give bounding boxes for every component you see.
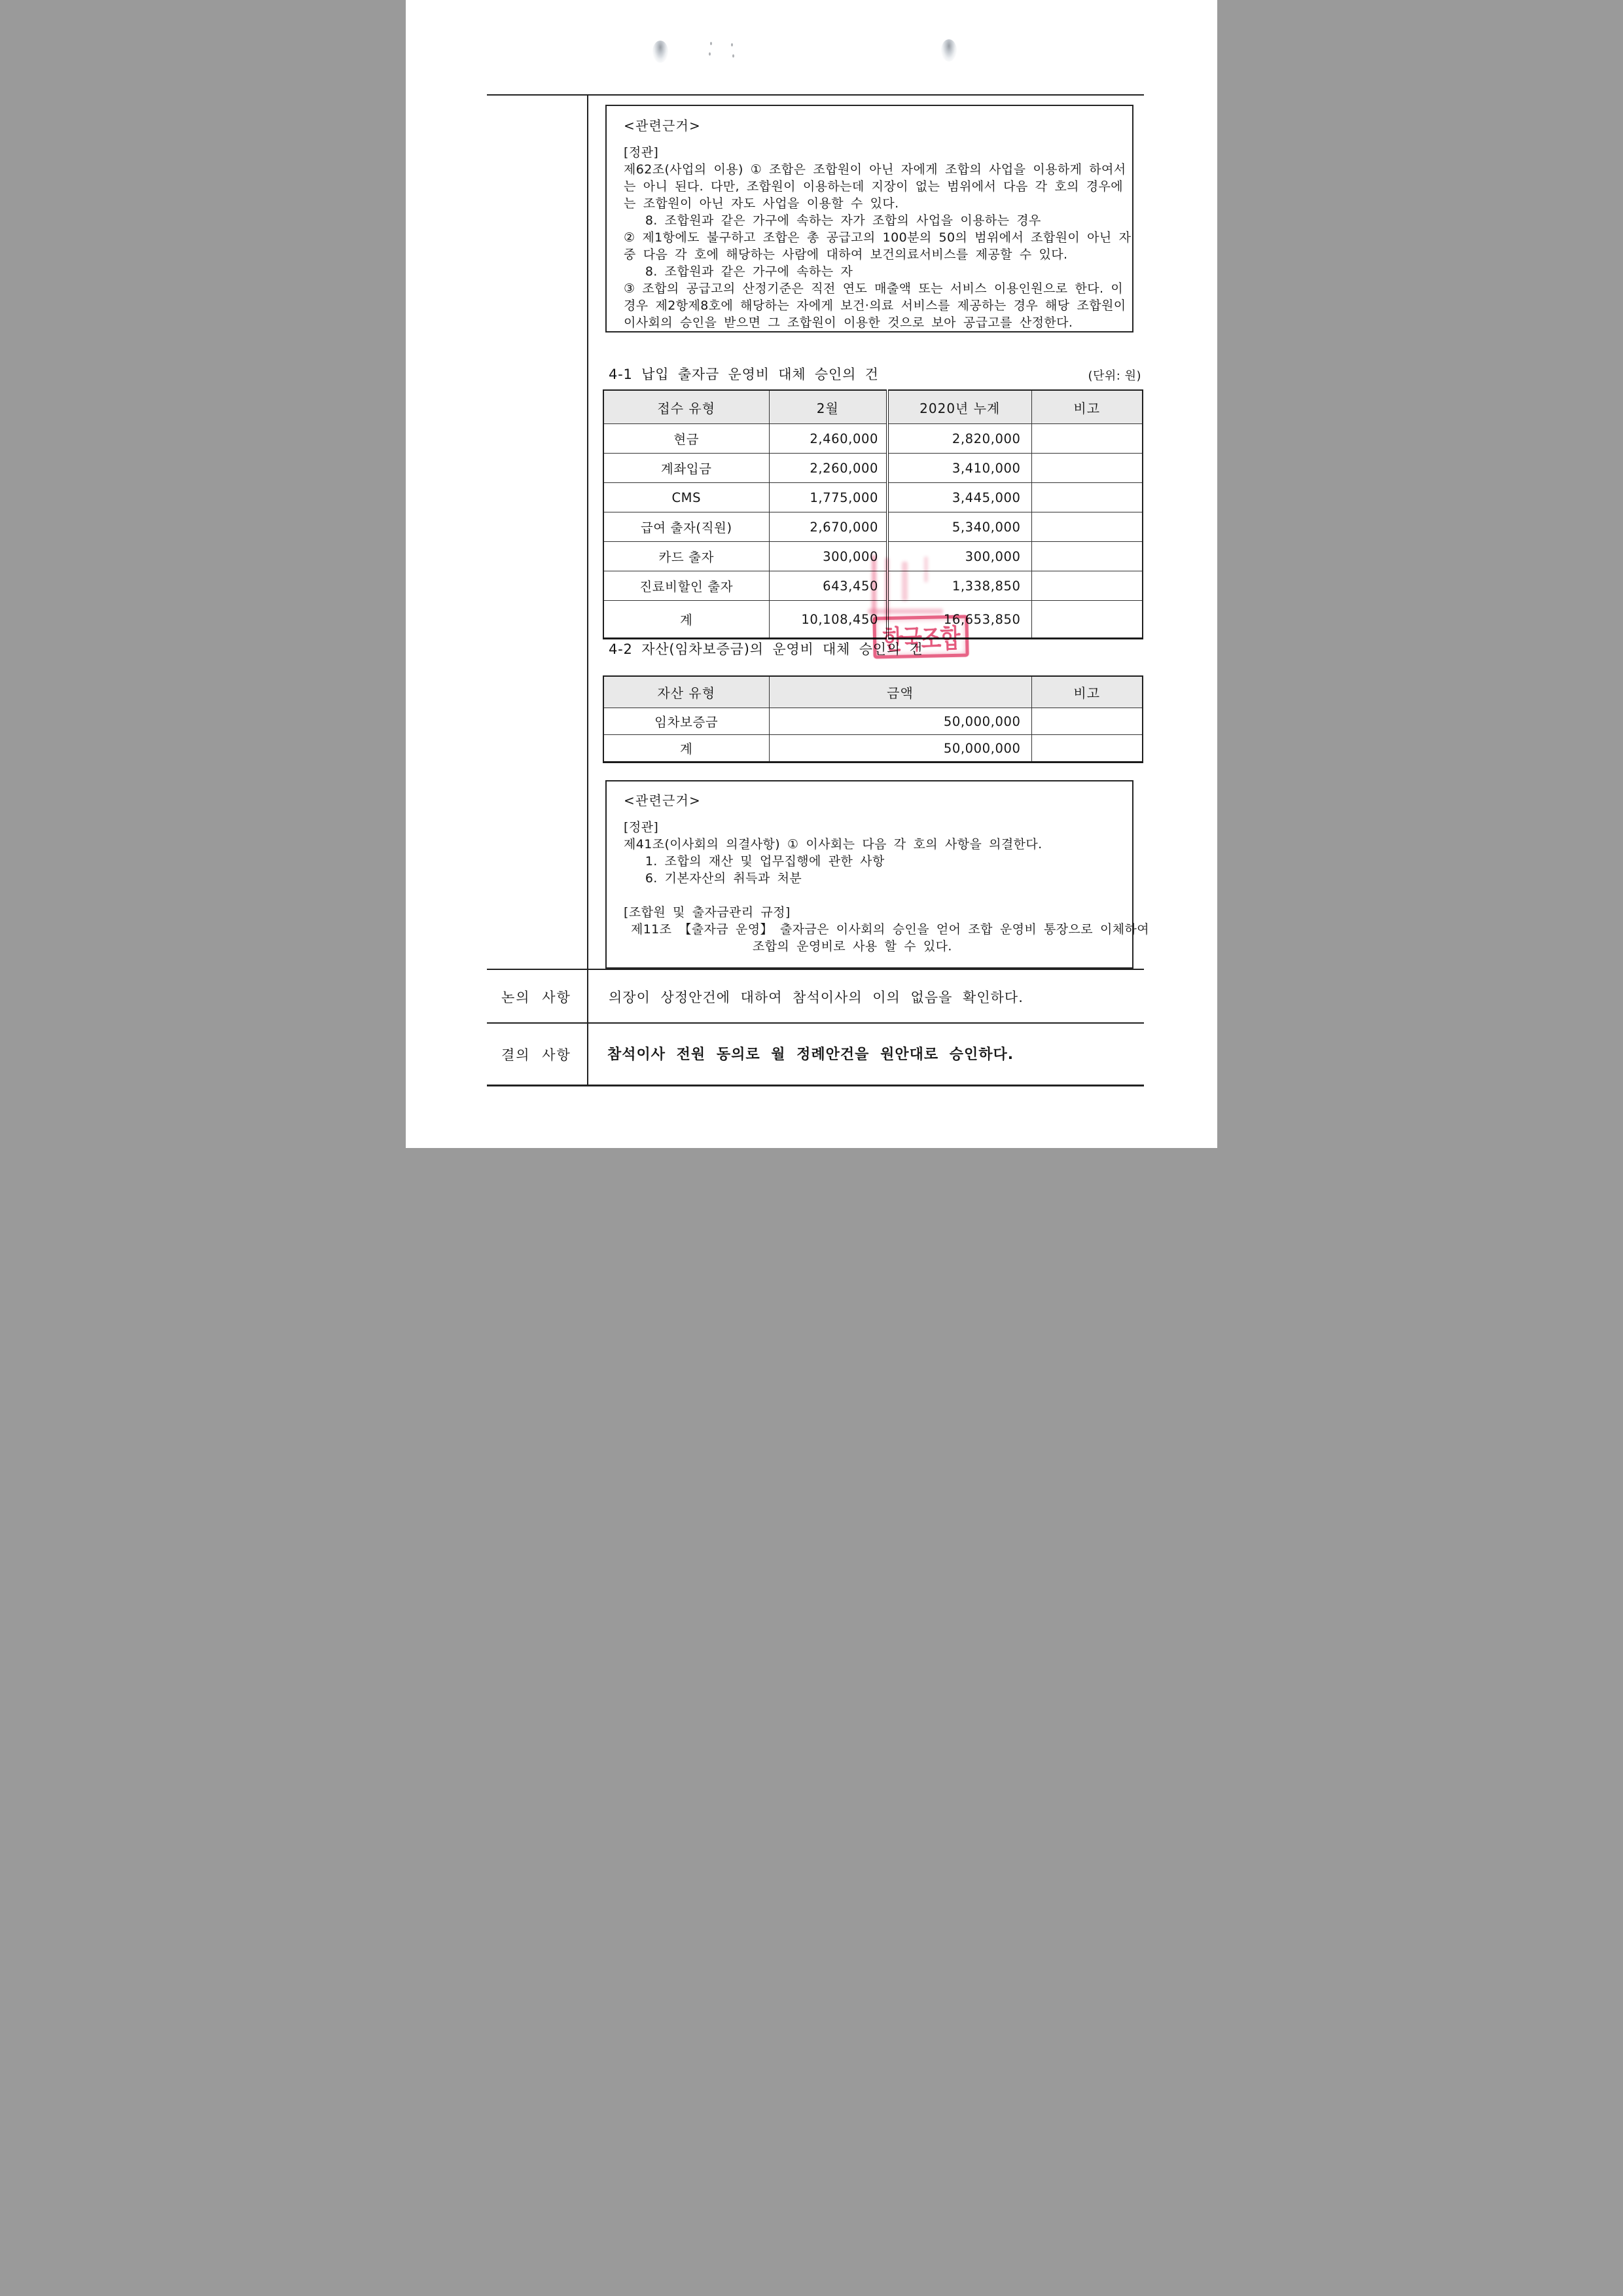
table-cell (1031, 542, 1143, 571)
text-line: 제11조 【출자금 운영】 출자금은 이사회의 승인을 얻어 조합 운영비 통장으로 이체하여 (624, 922, 1149, 937)
table-row (603, 454, 1143, 483)
table-cell (1031, 454, 1143, 483)
related-basis-box-2 (605, 780, 1149, 969)
table-cell: 300,000 (887, 542, 1031, 571)
section-4-2-heading: 4-2 자산(임차보증금)의 운영비 대체 승인의 건 (609, 641, 923, 657)
unit-label: (단위: 원) (1088, 369, 1141, 383)
text-line: 중 다음 각 호에 해당하는 사람에 대하여 보건의료서비스를 제공할 수 있다. (624, 247, 1068, 262)
text-line: 8. 조합원과 같은 가구에 속하는 자가 조합의 사업을 이용하는 경우 (624, 213, 1041, 228)
table-cell: 50,000,000 (769, 708, 1031, 735)
pencil-mark (732, 54, 734, 58)
discussion-row-text: 의장이 상정안건에 대하여 참석이사의 이의 없음을 확인하다. (609, 990, 1024, 1005)
text-line: 는 조합원이 아닌 자도 사업을 이용할 수 있다. (624, 196, 899, 211)
table-cell: 643,450 (769, 571, 887, 601)
table-row (603, 542, 1143, 571)
table-cell (1031, 424, 1143, 454)
table-cell: 2,670,000 (769, 512, 887, 542)
column-header-note: 비고 (1031, 390, 1143, 424)
table-row (603, 708, 1143, 735)
table-row (603, 483, 1143, 512)
table-cell: 3,410,000 (887, 454, 1031, 483)
text-line: 경우 제2항제8호에 해당하는 자에게 보건·의료 서비스를 제공하는 경우 해당 조합원이 (624, 298, 1126, 313)
text-line: 1. 조합의 재산 및 업무집행에 관한 사항 (624, 854, 885, 869)
asset-deposit-table (603, 675, 1143, 763)
table-header-row (603, 676, 1143, 708)
text-line: 조합의 운영비로 사용 할 수 있다. (624, 939, 952, 954)
column-header-february: 2월 (769, 390, 887, 424)
table-cell: 1,338,850 (887, 571, 1031, 601)
table-cell: CMS (603, 483, 769, 512)
table-cell: 현금 (603, 424, 769, 454)
punch-hole-right (941, 39, 957, 62)
pencil-mark (710, 42, 712, 45)
table-cell (1031, 483, 1143, 512)
table-cell (1031, 512, 1143, 542)
table-cell: 2,260,000 (769, 454, 887, 483)
related-basis-title: <관련근거> (624, 793, 701, 808)
red-seal-stamp (872, 615, 969, 658)
column-header-note: 비고 (1031, 676, 1143, 708)
red-seal-text: 한국조합 (882, 622, 960, 655)
table-cell: 급여 출자(직원) (603, 512, 769, 542)
pencil-mark (709, 52, 711, 56)
resolution-row-top-rule (487, 1022, 1144, 1024)
table-cell (1031, 571, 1143, 601)
pencil-mark (731, 43, 733, 46)
table-cell: 3,445,000 (887, 483, 1031, 512)
table-cell (1031, 708, 1143, 735)
table-cell: 5,340,000 (887, 512, 1031, 542)
related-basis-title: <관련근거> (624, 118, 701, 134)
text-line: ③ 조합의 공급고의 산정기준은 직전 연도 매출액 또는 서비스 이용인원으로 한다. 이 (624, 281, 1124, 296)
text-line (624, 887, 1115, 904)
table-cell: 계 (603, 601, 769, 639)
table-cell: 2,460,000 (769, 424, 887, 454)
related-basis-box-1 (605, 105, 1133, 332)
resolution-row-label: 결의 사항 (501, 1047, 571, 1063)
table-row (603, 571, 1143, 601)
table-cell: 임차보증금 (603, 708, 769, 735)
table-cell: 계좌입금 (603, 454, 769, 483)
table-cell: 계 (603, 735, 769, 762)
table-row (603, 512, 1143, 542)
top-rule (487, 94, 1144, 96)
column-header-amount: 금액 (769, 676, 1031, 708)
table-total-row (603, 735, 1143, 762)
text-line: 는 아니 된다. 다만, 조합원이 이용하는데 지장이 없는 범위에서 다음 각 호의 경우에 (624, 179, 1124, 194)
table-row (603, 424, 1143, 454)
text-line: 제62조(사업의 이용) ① 조합은 조합원이 아닌 자에게 조합의 사업을 이용하게 하여서 (624, 162, 1126, 177)
table-cell: 1,775,000 (769, 483, 887, 512)
table-cell (1031, 601, 1143, 639)
table-cell: 16,653,850 (887, 601, 1031, 639)
punch-hole-left (652, 41, 668, 63)
discussion-row-top-rule (487, 969, 1144, 970)
bottom-rule (487, 1085, 1144, 1086)
text-line: [정관] (624, 820, 659, 834)
text-line: 제41조(이사회의 의결사항) ① 이사회는 다음 각 호의 사항을 의결한다. (624, 837, 1043, 852)
text-line: 이사회의 승인을 받으면 그 조합원이 이용한 것으로 보아 공급고를 산정한다. (624, 315, 1073, 330)
section-4-1-heading: 4-1 납입 출자금 운영비 대체 승인의 건 (609, 367, 879, 382)
discussion-row-label: 논의 사항 (501, 990, 571, 1005)
resolution-row-text: 참석이사 전원 동의로 월 정례안건을 원안대로 승인하다. (607, 1047, 1014, 1063)
text-line: [조합원 및 출자금관리 규정] (624, 905, 791, 920)
table-cell: 300,000 (769, 542, 887, 571)
related-basis-body (624, 819, 1149, 955)
table-cell: 2,820,000 (887, 424, 1031, 454)
table-cell: 10,108,450 (769, 601, 887, 639)
column-header-2020-cumulative: 2020년 누계 (887, 390, 1031, 424)
scanned-minutes-page (406, 0, 1217, 1148)
left-column-divider (587, 94, 588, 1086)
text-line: [정관] (624, 145, 659, 160)
column-header-asset-type: 자산 유형 (603, 676, 769, 708)
related-basis-body (624, 144, 1132, 331)
table-cell (1031, 735, 1143, 762)
table-cell: 50,000,000 (769, 735, 1031, 762)
text-line: ② 제1항에도 불구하고 조합은 총 공급고의 100분의 50의 범위에서 조합원이 아닌 자 (624, 230, 1132, 245)
table-cell: 카드 출자 (603, 542, 769, 571)
text-line: 8. 조합원과 같은 가구에 속하는 자 (624, 264, 853, 279)
paid-in-capital-table (603, 389, 1143, 639)
text-line: 6. 기본자산의 취득과 처분 (624, 871, 802, 886)
table-cell: 진료비할인 출자 (603, 571, 769, 601)
column-header-type: 접수 유형 (603, 390, 769, 424)
table-header-row (603, 390, 1143, 424)
